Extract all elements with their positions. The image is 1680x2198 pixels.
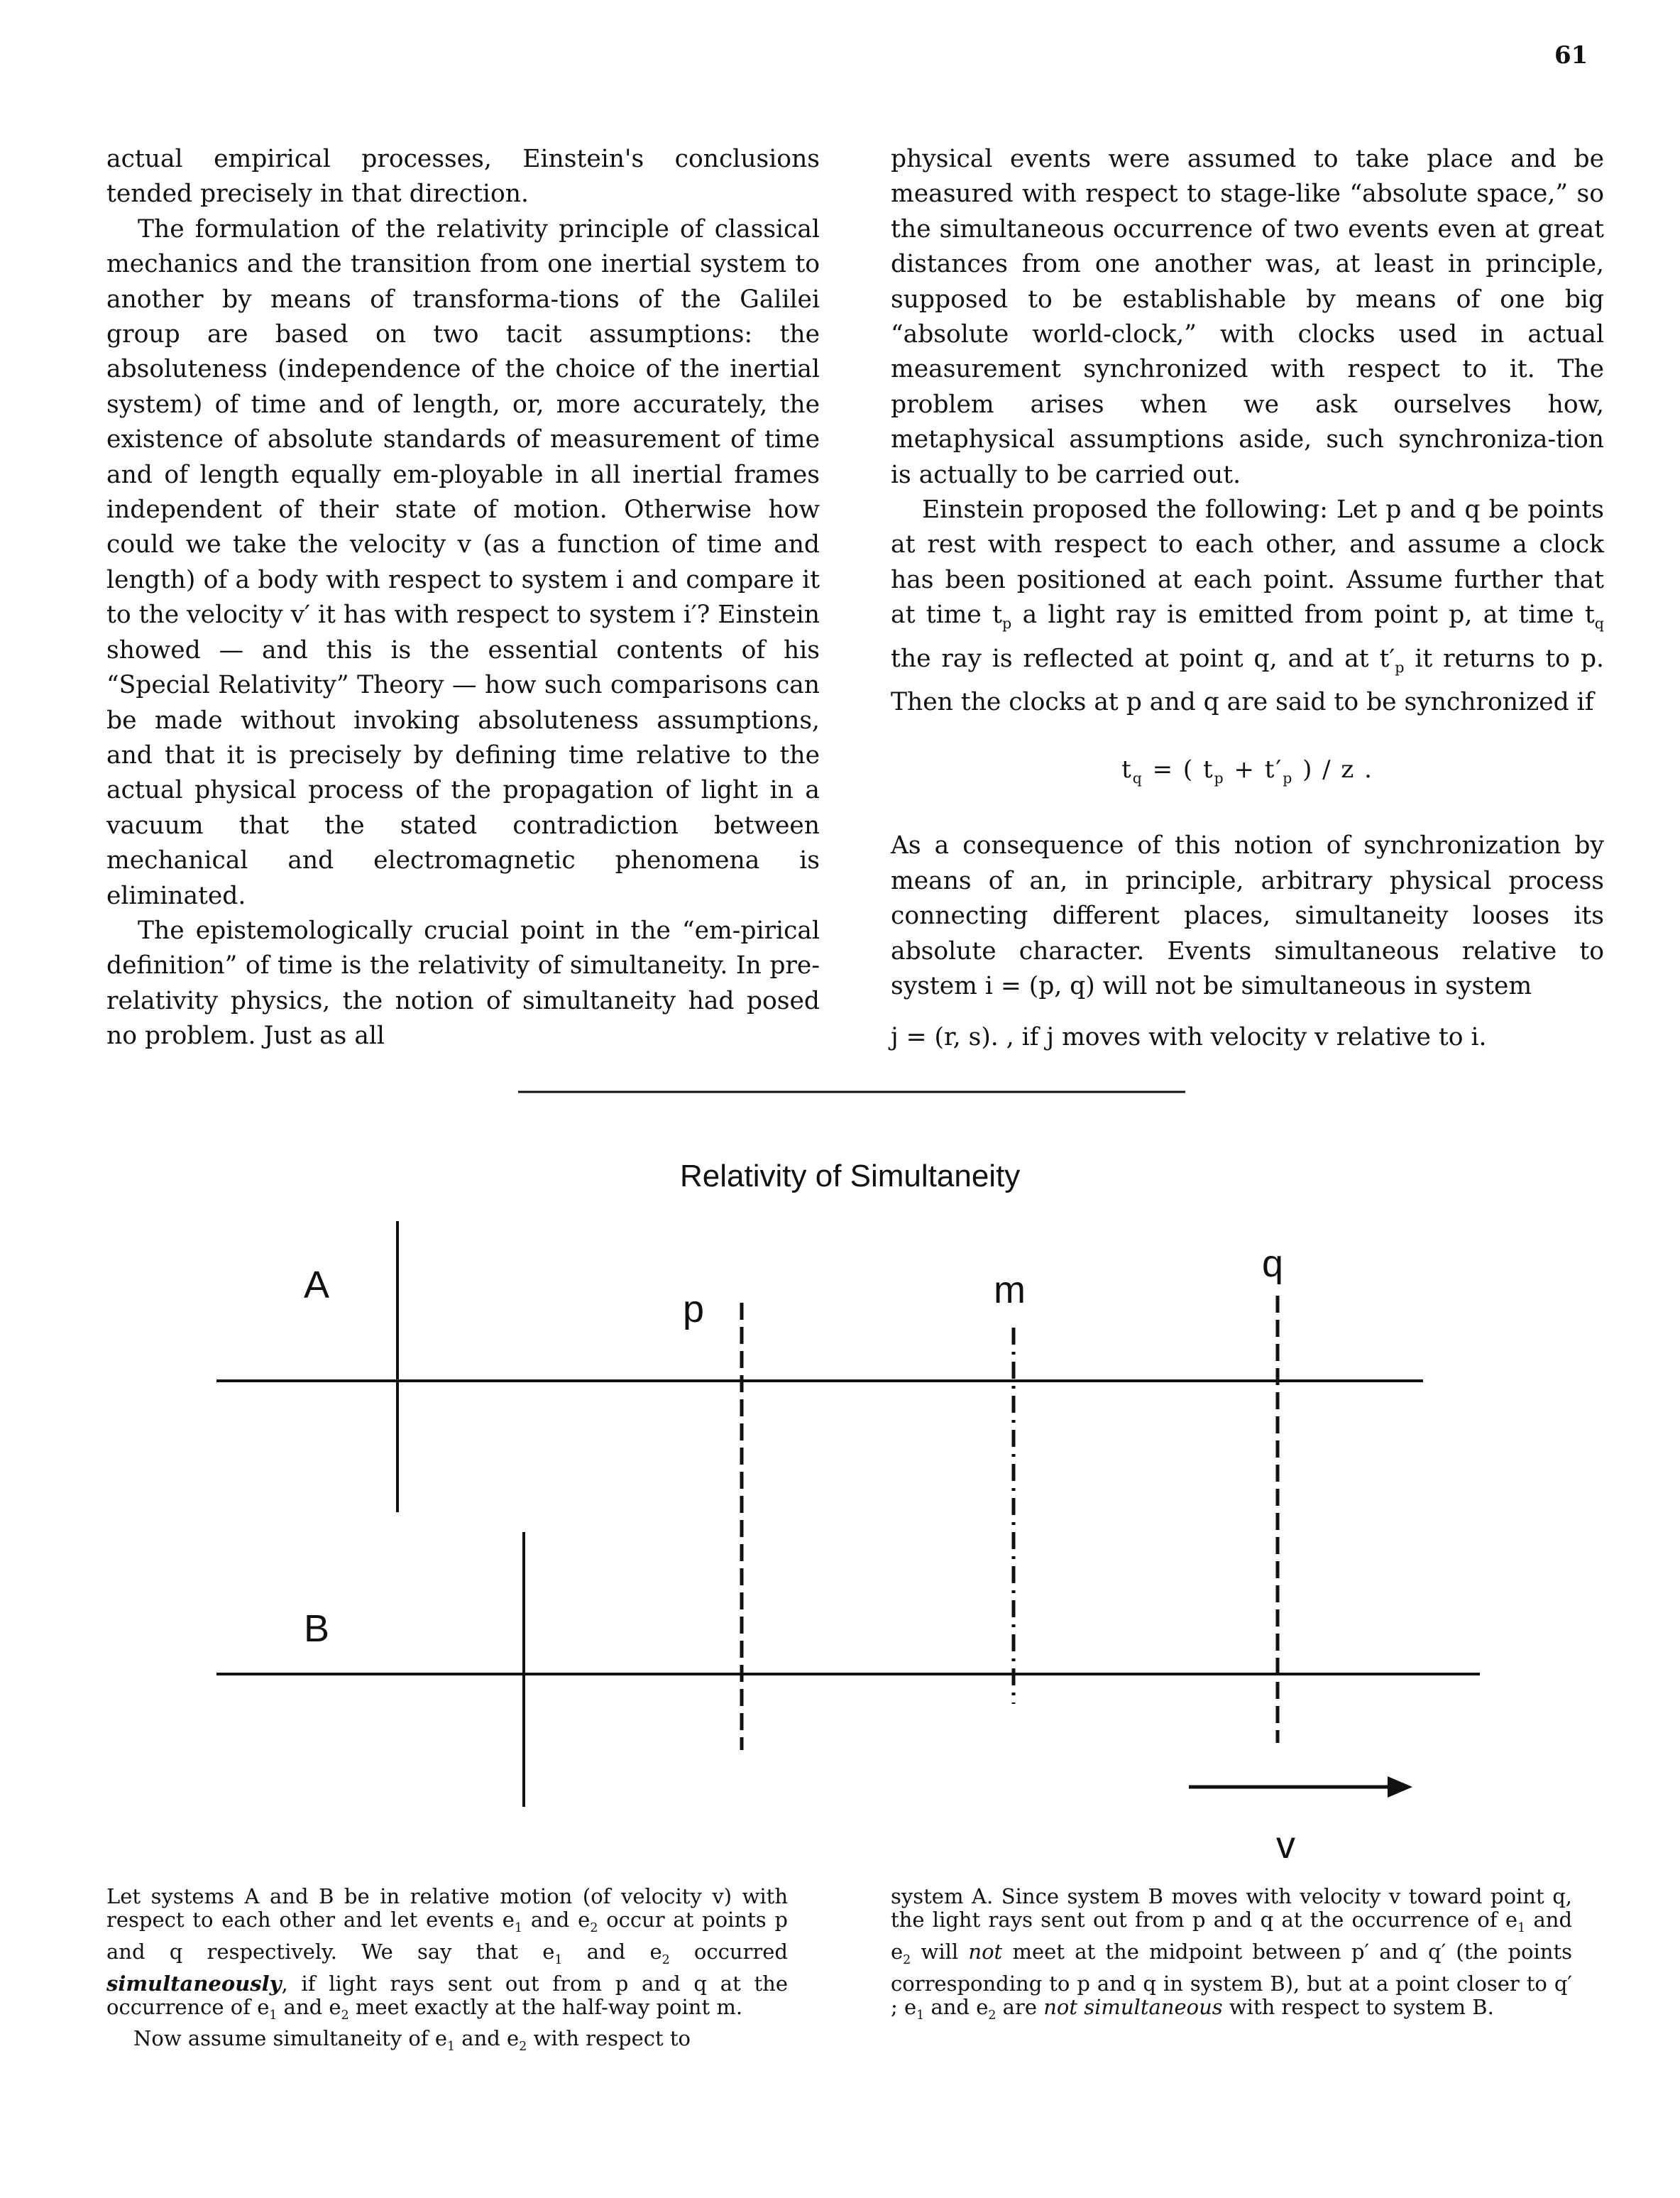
- page-number: 61: [1554, 41, 1588, 70]
- paragraph: The epistemologically crucial point in the “em-pirical definition” of time is the relativity of simultaneity. In pre-relativity physics, the notion of simultaneity had posed no problem. Just as all: [106, 916, 820, 1051]
- label-a: A: [304, 1264, 330, 1306]
- paragraph: As a consequence of this notion of synchronization by means of an, in principle, arbitrary physical process connecting different places, simultaneity looses its absolute character. Events simultaneous relative to system i = (p, q) will not be simultaneous in system: [891, 831, 1604, 1001]
- relativity-diagram: [0, 1086, 1680, 1867]
- velocity-arrowhead: [1388, 1776, 1412, 1798]
- label-b: B: [304, 1607, 330, 1650]
- label-m: m: [994, 1269, 1026, 1311]
- synchronization-formula: $t_q$ = ( $t_p + t'_p$ ) / z .: [1121, 755, 1373, 787]
- caption-paragraph: Now assume simultaneity of $e_1$ and $e_2$ with respect to: [133, 2026, 691, 2055]
- paragraph: actual empirical processes, Einstein's conclusions tended precisely in that direction.: [106, 145, 820, 209]
- label-q: q: [1262, 1242, 1284, 1285]
- right-column: [891, 142, 1604, 1055]
- label-p: p: [683, 1288, 705, 1330]
- caption-left: [106, 1885, 788, 2059]
- caption-paragraph: system A. Since system B moves with velocity v toward point q, the light rays sent out from p and q at the occurrence of $e_1$ and $e_2$ will not meet at the midpoint between p′ and q′ (the points corresponding to p and q in system B), but at a point closer to q′ ; $e_1$ and $e_2$ are not simultaneous with respect to system B.: [891, 1884, 1573, 2023]
- caption-right: [891, 1885, 1572, 2027]
- paragraph: j = (r, s). , if j moves with velocity v relative to i.: [891, 1022, 1487, 1051]
- paragraph: The formulation of the relativity principle of classical mechanics and the transition from one inertial system to another by means of transforma-tions of the Galilei group are based on two tacit assumptions: the absoluteness (independence of the choice of the inertial system) of time and of length, or, more accurately, the existence of absolute standards of measurement of time and of length equally em-ployable in all inertial frames independent of their state of motion. Otherwise how could we take the velocity v (as a function of time and length) of a body with respect to system i and compare it to the velocity v′ it has with respect to system i′? Einstein showed — and this is the essential contents of his “Special Relativity” Theory — how such comparisons can be made without invoking absoluteness assumptions, and that it is precisely by defining time relative to the actual physical process of the propagation of light in a vacuum that the stated contradiction between mechanical and electromagnetic phenomena is eliminated.: [106, 214, 820, 910]
- label-v: v: [1276, 1824, 1295, 1866]
- caption-paragraph: Let systems A and B be in relative motion (of velocity v) with respect to each other and let events $e_1$ and $e_2$ occur at points p and q respectively. We say that $e_1$ and $e_2$ occurred simultaneously, if light rays sent out from p and q at the occurrence of $e_1$ and $e_2$ meet exactly at the half-way point m.: [106, 1884, 789, 2023]
- left-column: [106, 142, 820, 1054]
- paragraph: physical events were assumed to take place and be measured with respect to stage-like “absolute space,” so the simultaneous occurrence of two events even at great distances from one another was, at least in principle, supposed to be establishable by means of one big “absolute world-clock,” with clocks used in actual measurement synchronized with respect to it. The problem arises when we ask ourselves how, metaphysical assumptions aside, such synchroniza-tion is actually to be carried out.: [891, 145, 1604, 489]
- paragraph: Einstein proposed the following: Let p and q be points at rest with respect to each other, and assume a clock has been positioned at each point. Assume further that at time $t_p$ a light ray is emitted from point p, at time $t_q$ the ray is reflected at point q, and at $t'_p$ it returns to p. Then the clocks at p and q are said to be synchronized if: [891, 496, 1604, 716]
- diagram-title: Relativity of Simultaneity: [680, 1159, 1021, 1193]
